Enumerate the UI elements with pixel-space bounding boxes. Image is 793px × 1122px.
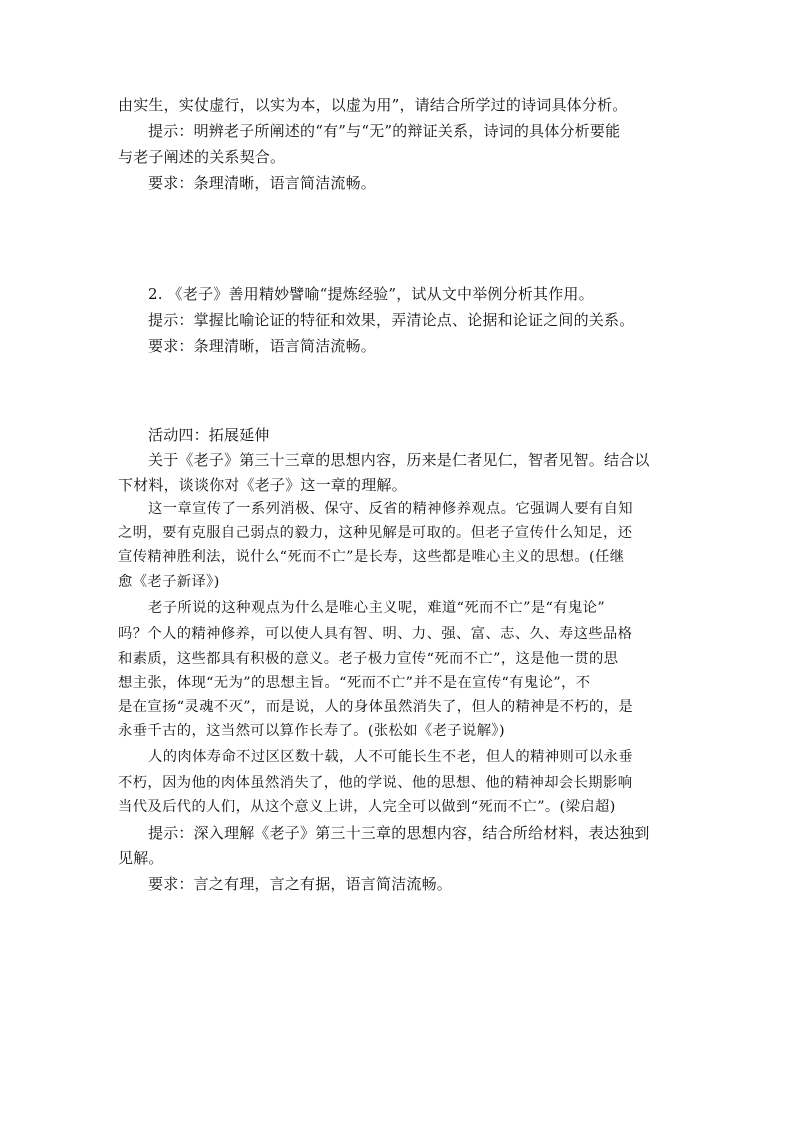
quote2-line-1: 老子所说的这种观点为什么是唯心主义呢，难道“死而不亡”是“有鬼论” [148, 600, 606, 616]
activity4-requirement: 要求：言之有理，言之有据，语言简洁流畅。 [148, 875, 453, 893]
activity4-intro-line-2: 下材料，谈谈你对《老子》这一章的理解。 [118, 476, 407, 494]
activity4-intro-line-1: 关于《老子》第三十三章的思想内容，历来是仁者见仁，智者见智。结合以 [148, 451, 650, 469]
activity4-heading: 活动四：拓展延伸 [148, 426, 270, 444]
activity4-hint-line-2: 见解。 [118, 849, 164, 867]
question-2-requirement: 要求：条理清晰，语言简洁流畅。 [148, 337, 377, 355]
block1-requirement: 要求：条理清晰，语言简洁流畅。 [148, 174, 377, 192]
quote1-line-2: 之明，要有克服自己弱点的毅力，这种见解是可取的。但老子宣传什么知足，还 [118, 525, 633, 541]
block1-hint-line-2: 与老子阐述的关系契合。 [118, 148, 286, 166]
question-2-hint: 提示：掌握比喻论证的特征和效果，弄清论点、论据和论证之间的关系。 [148, 311, 635, 329]
quote2-line-2: 吗？个人的精神修养，可以使人具有智、明、力、强、富、志、久、寿这些品格 [118, 626, 633, 642]
quote2-line-3: 和素质，这些都具有积极的意义。老子极力宣传“死而不亡”，这是他一贯的思 [118, 651, 619, 667]
quote1-line-4: 愈《老子新译》) [118, 574, 220, 590]
question-2: 2. 《老子》善用精妙譬喻“提炼经验”，试从文中举例分析其作用。 [148, 285, 594, 303]
activity4-hint-line-1: 提示：深入理解《老子》第三十三章的思想内容，结合所给材料，表达独到 [148, 824, 650, 842]
quote2-line-4: 想主张，体现“无为”的思想主旨。“死而不亡”并不是在宣传“有鬼论”，不 [118, 675, 591, 691]
quote2-line-6: 永垂千古的，这当然可以算作长寿了。(张松如《老子说解》) [118, 723, 505, 739]
quote3-line-2: 不朽，因为他的肉体虽然消失了，他的学说、他的思想、他的精神却会长期影响 [118, 775, 633, 791]
quote1-line-3: 宣传精神胜利法，说什么“死而不亡”是长寿，这些都是唯心主义的思想。(任继 [118, 549, 625, 565]
quote2-line-5: 是在宣扬“灵魂不灭”，而是说，人的身体虽然消失了，但人的精神是不朽的，是 [118, 699, 634, 715]
block1-line-1: 由实生，实仗虚行，以实为本，以虚为用”，请结合所学过的诗词具体分析。 [118, 96, 628, 114]
quote3-line-1: 人的肉体寿命不过区区数十载，人不可能长生不老，但人的精神则可以永垂 [148, 749, 633, 765]
block1-hint-line-1: 提示：明辨老子所阐述的“有”与“无”的辩证关系，诗词的具体分析要能 [148, 122, 621, 140]
quote1-line-1: 这一章宣传了一系列消极、保守、反省的精神修养观点。它强调人要有自知 [148, 501, 633, 517]
quote3-line-3: 当代及后代的人们，从这个意义上讲，人完全可以做到“死而不亡”。(梁启超) [118, 799, 616, 815]
